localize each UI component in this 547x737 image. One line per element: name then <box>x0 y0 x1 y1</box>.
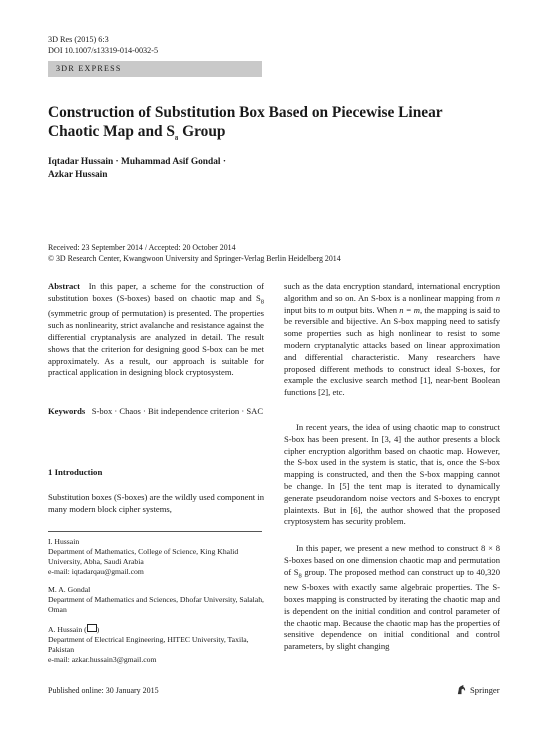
text-run: output bits. When <box>333 304 400 315</box>
text-run: , the mapping is said to be reversible and bijective. An S-box mapping need to satisfy some properties such as high nonlinear to resist to some modern cryptanalytic attacks based on linear approximation and differential characteristic. Many researchers have proposed different methods to construct ideal S-boxes, for example the exclusive search method [1], near-bent Boolean functions [2], etc. <box>284 304 500 398</box>
authors-line-1: Iqtadar Hussain · Muhammad Asif Gondal · <box>48 157 227 167</box>
section-heading-introduction: 1 Introduction <box>48 467 103 477</box>
text-run: such as the data encryption standard, international encryption algorithm and so on. An S-box is a nonlinear mapping from <box>284 281 500 303</box>
publisher-logo <box>456 684 500 695</box>
title-line-2 <box>48 122 508 148</box>
math-var: m <box>327 304 334 315</box>
subscript: 8 <box>298 572 302 580</box>
affiliation-email[interactable]: e-mail: azkar.hussain3@gmail.com <box>48 655 157 664</box>
abstract-label: Abstract <box>48 281 80 291</box>
abstract-text-b: (symmetric group of permutation) is presented. The properties such as nonlinearity, strict avalanche and resistance against the differential cryptanalysis are analyzed in detail. The result shows that the criterion for designing good S-box can be met approximately. As a result, our approach is suitable for practical application in designing block cryptosystem. <box>48 308 264 378</box>
intro-paragraph: Substitution boxes (S-boxes) are the wildly used component in many modern block cipher systems, <box>48 492 264 514</box>
affiliation-email[interactable]: e-mail: iqtadarqau@gmail.com <box>48 567 144 576</box>
affiliation-dept: Department of Mathematics and Sciences, Dhofar University, Salalah, Oman <box>48 595 264 614</box>
body-paragraph-3 <box>284 543 500 653</box>
banner-label: 3DR EXPRESS <box>56 64 122 73</box>
abstract <box>48 281 264 379</box>
abstract-text-a: In this paper, a scheme for the construction of substitution boxes (S-boxes) based on chaotic map and S <box>48 281 264 303</box>
affiliation-name-row <box>48 624 264 635</box>
affiliation-name: I. Hussain <box>48 537 80 546</box>
affiliation-name: M. A. Gondal <box>48 585 91 594</box>
article-dates <box>48 243 508 264</box>
affiliation-2 <box>48 585 264 615</box>
math-var: n <box>495 292 500 303</box>
copyright-line: © 3D Research Center, Kwangwoon University and Springer-Verlag Berlin Heidelberg 2014 <box>48 253 341 263</box>
section-banner <box>48 61 262 77</box>
abstract-subscript: 8 <box>260 298 264 306</box>
title-line-1: Construction of Substitution Box Based on Piecewise Linear <box>48 104 443 121</box>
text-run: group. The proposed method can construct up to 40,320 new S-boxes with exactly same algebraic properties. The S-boxes mapping is constructed by iterating the chaotic map and is dependent on the initial condition and control parameter of the chaotic map. Because the chaotic map has the properties of sensitive dependence on initial conditional and control parameters, by slight changing <box>284 566 501 652</box>
authors-line-2: Azkar Hussain <box>48 170 108 180</box>
keywords-text: S-box · Chaos · Bit independence criterion · SAC <box>91 406 264 416</box>
text-run: input bits to <box>284 304 328 315</box>
journal-volume: 3D Res (2015) 6:3 <box>48 35 109 44</box>
journal-citation <box>48 34 158 56</box>
title-part: Chaotic Map and S <box>48 123 175 140</box>
title-part: Group <box>178 123 226 140</box>
affiliation-dept: Department of Electrical Engineering, HITEC University, Taxila, Pakistan <box>48 635 249 654</box>
author-list <box>48 156 348 182</box>
text-run: In this paper, we present a new method to construct 8 × 8 S-boxes based on one dimension chaotic map and permutation of S <box>284 543 500 577</box>
paper-title <box>48 103 508 148</box>
springer-horse-icon <box>456 684 467 695</box>
keywords <box>48 406 264 418</box>
journal-doi: DOI 10.1007/s13319-014-0032-5 <box>48 46 159 55</box>
envelope-icon <box>87 624 97 632</box>
title-subscript: 8 <box>175 135 179 143</box>
received-accepted: Received: 23 September 2014 / Accepted: 20 October 2014 <box>48 243 236 252</box>
publisher-name: Springer <box>470 684 500 695</box>
published-date: Published online: 30 January 2015 <box>48 686 159 695</box>
affiliation-divider <box>48 531 262 532</box>
keywords-label: Keywords <box>48 406 86 416</box>
body-paragraph-1 <box>284 281 500 399</box>
affiliation-name-end: ) <box>96 625 100 634</box>
affiliation-name: A. Hussain ( <box>48 625 87 634</box>
affiliation-1 <box>48 537 264 577</box>
math-equation: n = m <box>399 304 420 315</box>
affiliation-dept: Department of Mathematics, College of Science, King Khalid University, Abha, Saudi Arabia <box>48 547 239 566</box>
affiliation-3 <box>48 624 264 665</box>
body-paragraph-2: In recent years, the idea of using chaotic map to construct S-box has been present. In [3, 4] the author presents a block cipher encryption algorithm based on chaotic map. However, the S-box used in the system is static, that is, once the S-box mapping is constructed, and then the S-box mapping cannot be change. In [5] the tent map is iterated to dynamically generate pseudorandom noise vectors and S-boxes to encrypt plaintexts. But in [6], the author showed that the proposed cryptosystem has security problem. <box>284 422 500 527</box>
